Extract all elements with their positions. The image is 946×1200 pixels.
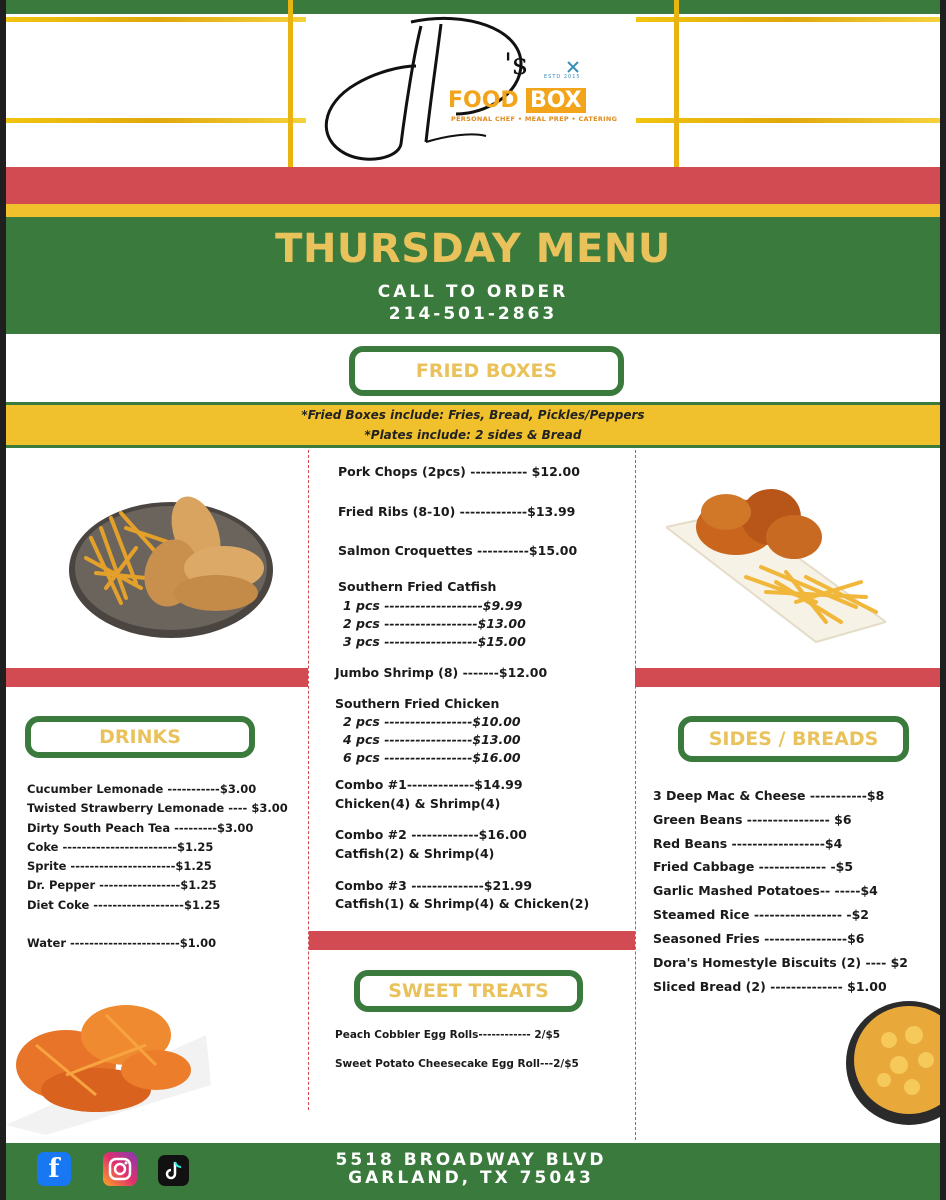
drink-item: Water -----------------------$1.00 bbox=[27, 936, 217, 950]
brand-food: FOOD bbox=[448, 88, 519, 113]
menu-item: Combo #2 -------------$16.00 bbox=[335, 827, 527, 842]
menu-subitem: 2 pcs -----------------$10.00 bbox=[343, 714, 521, 729]
gold-line bbox=[636, 17, 940, 22]
gold-band bbox=[6, 204, 940, 217]
gold-line bbox=[636, 118, 940, 123]
side-item: Sliced Bread (2) -------------- $1.00 bbox=[653, 979, 887, 994]
includes-band bbox=[6, 402, 940, 448]
menu-item: Southern Fried Catfish bbox=[338, 579, 497, 594]
brand-tagline: PERSONAL CHEF • MEAL PREP • CATERING bbox=[451, 115, 618, 123]
treat-item: Sweet Potato Cheesecake Egg Roll---2/$5 bbox=[335, 1058, 579, 1070]
red-band bbox=[6, 167, 940, 204]
gold-line bbox=[6, 118, 306, 123]
drink-item: Cucumber Lemonade -----------$3.00 bbox=[27, 782, 257, 796]
mac-and-cheese-image bbox=[844, 995, 940, 1130]
drink-item: Twisted Strawberry Lemonade ---- $3.00 bbox=[27, 801, 288, 815]
side-item: Fried Cabbage ------------- -$5 bbox=[653, 859, 854, 874]
section-label: SWEET TREATS bbox=[388, 980, 549, 1002]
drink-item: Dr. Pepper -----------------$1.25 bbox=[27, 878, 217, 892]
side-item: Green Beans ---------------- $6 bbox=[653, 812, 852, 827]
menu-item: Chicken(4) & Shrimp(4) bbox=[335, 796, 501, 811]
brand-est: ESTD 2015 bbox=[544, 74, 581, 80]
column-divider bbox=[308, 450, 309, 1110]
menu-subitem: 3 pcs ------------------$15.00 bbox=[343, 634, 526, 649]
fried-boxes-note: *Fried Boxes include: Fries, Bread, Pickles/Peppers bbox=[301, 408, 645, 422]
menu-subitem: 4 pcs -----------------$13.00 bbox=[343, 732, 521, 747]
red-divider bbox=[309, 931, 635, 950]
fried-fish-plate-image bbox=[66, 488, 276, 643]
menu-item: Combo #1-------------$14.99 bbox=[335, 777, 523, 792]
red-divider bbox=[635, 668, 940, 687]
menu-subitem: 2 pcs ------------------$13.00 bbox=[343, 616, 526, 631]
menu-item: Salmon Croquettes ----------$15.00 bbox=[338, 543, 578, 558]
menu-item: Catfish(1) & Shrimp(4) & Chicken(2) bbox=[335, 896, 590, 911]
side-item: Steamed Rice ----------------- -$2 bbox=[653, 907, 869, 922]
side-item: 3 Deep Mac & Cheese -----------$8 bbox=[653, 788, 885, 803]
fried-shrimp-image bbox=[6, 975, 211, 1145]
menu-page bbox=[6, 0, 940, 1200]
address-line-2: GARLAND, TX 75043 bbox=[348, 1168, 594, 1188]
menu-item: Southern Fried Chicken bbox=[335, 696, 500, 711]
section-label: DRINKS bbox=[99, 726, 181, 748]
facebook-icon[interactable]: f bbox=[37, 1152, 71, 1186]
drink-item: Coke ------------------------$1.25 bbox=[27, 840, 214, 854]
top-green-strip bbox=[6, 0, 940, 14]
tiktok-icon[interactable] bbox=[158, 1155, 189, 1186]
menu-item: Jumbo Shrimp (8) -------$12.00 bbox=[335, 665, 548, 680]
sides-breads-heading bbox=[678, 716, 909, 762]
svg-text:'s: 's bbox=[504, 47, 528, 82]
fried-boxes-heading bbox=[349, 346, 624, 396]
brand-box: BOX bbox=[526, 88, 586, 113]
plates-note: *Plates include: 2 sides & Bread bbox=[364, 428, 582, 442]
instagram-icon[interactable] bbox=[103, 1152, 137, 1186]
side-item: Red Beans ------------------$4 bbox=[653, 836, 843, 851]
menu-item: Pork Chops (2pcs) ----------- $12.00 bbox=[338, 464, 580, 479]
page-title: THURSDAY MENU bbox=[275, 226, 671, 272]
drink-item: Diet Coke -------------------$1.25 bbox=[27, 898, 221, 912]
red-divider bbox=[6, 668, 308, 687]
sweet-treats-heading bbox=[354, 970, 583, 1012]
menu-item: Catfish(2) & Shrimp(4) bbox=[335, 846, 495, 861]
gold-line bbox=[6, 17, 306, 22]
side-item: Garlic Mashed Potatoes-- -----$4 bbox=[653, 883, 878, 898]
address-line-1: 5518 BROADWAY BLVD bbox=[335, 1150, 607, 1170]
menu-item: Fried Ribs (8-10) -------------$13.99 bbox=[338, 504, 576, 519]
column-divider bbox=[635, 450, 636, 1140]
side-item: Seasoned Fries ----------------$6 bbox=[653, 931, 865, 946]
call-to-order: CALL TO ORDER bbox=[377, 282, 569, 302]
gold-vline bbox=[674, 0, 679, 167]
utensils-icon bbox=[568, 62, 578, 72]
menu-subitem: 6 pcs -----------------$16.00 bbox=[343, 750, 521, 765]
side-item: Dora's Homestyle Biscuits (2) ---- $2 bbox=[653, 955, 908, 970]
drink-item: Dirty South Peach Tea ---------$3.00 bbox=[27, 821, 254, 835]
section-label: SIDES / BREADS bbox=[708, 728, 879, 750]
gold-vline bbox=[288, 0, 293, 167]
fried-chicken-fries-image bbox=[666, 482, 886, 647]
drinks-heading bbox=[25, 716, 255, 758]
phone-number[interactable]: 214-501-2863 bbox=[388, 304, 558, 324]
section-label: FRIED BOXES bbox=[415, 360, 558, 382]
menu-item: Combo #3 --------------$21.99 bbox=[335, 878, 533, 893]
treat-item: Peach Cobbler Egg Rolls------------ 2/$5 bbox=[335, 1029, 561, 1041]
menu-subitem: 1 pcs -------------------$9.99 bbox=[343, 598, 523, 613]
drink-item: Sprite ----------------------$1.25 bbox=[27, 859, 212, 873]
